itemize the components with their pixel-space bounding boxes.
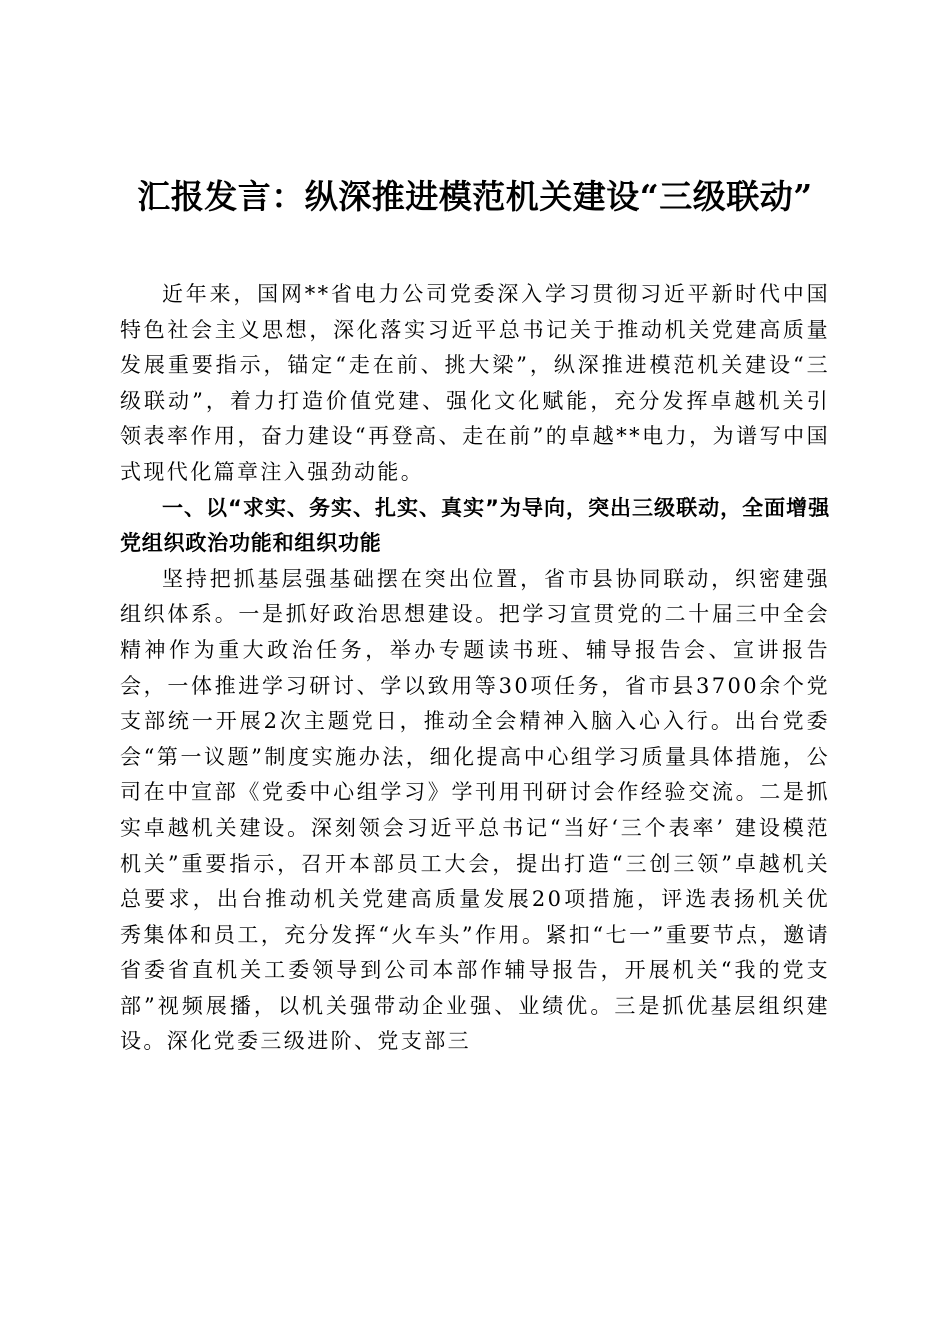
document-title: 汇报发言：纵深推进模范机关建设“三级联动” — [137, 177, 813, 216]
section-heading-1: 一、以“求实、务实、扎实、真实”为导向，突出三级联动，全面增强党组织政治功能和组织功能 — [120, 495, 830, 556]
intro-paragraph: 近年来，国网**省电力公司党委深入学习贯彻习近平新时代中国特色社会主义思想，深化落实习近平总书记关于推动机关党建高质量发展重要指示，锚定“走在前、挑大梁”，纵深推进模范机关建设“三级联动”，着力打造价值党建、强化文化赋能，充分发挥卓越机关引领表率作用，奋力建设“再登高、走在前”的卓越**电力，为谱写中国式现代化篇章注入强劲动能。 — [120, 282, 830, 484]
document-page — [120, 0, 830, 1060]
document-body — [120, 277, 830, 1060]
section-1-paragraph: 坚持把抓基层强基础摆在突出位置，省市县协同联动，织密建强组织体系。一是抓好政治思想建设。把学习宣贯党的二十届三中全会精神作为重大政治任务，举办专题读书班、辅导报告会、宣讲报告会，一体推进学习研讨、学以致用等30项任务，省市县3700余个党支部统一开展2次主题党日，推动全会精神入脑入心入行。出台党委会“第一议题”制度实施办法，细化提高中心组学习质量具体措施，公司在中宣部《党委中心组学习》学刊用刊研讨会作经验交流。二是抓实卓越机关建设。深刻领会习近平总书记“当好‘三个表率’ 建设模范机关”重要指示，召开本部员工大会，提出打造“三创三领”卓越机关总要求，出台推动机关党建高质量发展20项措施，评选表扬机关优秀集体和员工，充分发挥“火车头”作用。紧扣“七一”重要节点，邀请省委省直机关工委领导到公司本部作辅导报告，开展机关“我的党支部”视频展播，以机关强带动企业强、业绩优。三是抓优基层组织建设。深化党委三级进阶、党支部三 — [120, 566, 830, 1054]
